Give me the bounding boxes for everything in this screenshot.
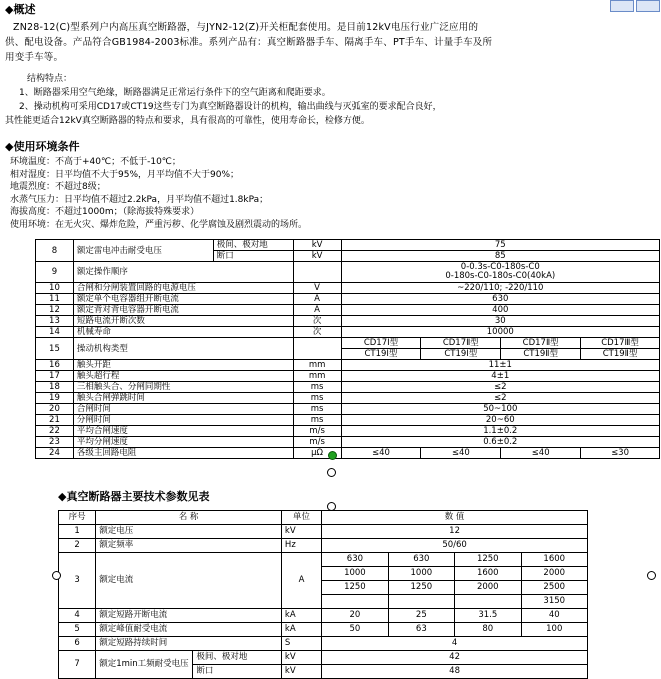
table-cell: 分闸时间 <box>73 415 293 426</box>
table-cell: 额定电压 <box>96 525 282 539</box>
table-cell: Hz <box>281 539 321 553</box>
table-cell: 75 <box>341 240 659 251</box>
table-cell: 1600 <box>455 567 521 581</box>
table-cell: ms <box>293 415 341 426</box>
table-cell: 50/60 <box>322 539 588 553</box>
table-cell: A <box>293 294 341 305</box>
table-cell: ≤2 <box>341 382 659 393</box>
main-params-table <box>58 510 588 679</box>
table-cell: 25 <box>388 609 454 623</box>
table-cell: 短路电流开断次数 <box>73 316 293 327</box>
table-cell: 1250 <box>322 581 388 595</box>
table-cell: ms <box>293 393 341 404</box>
table-cell <box>455 595 521 609</box>
table-cell: 12 <box>36 305 74 316</box>
table-row <box>36 393 660 404</box>
table-cell: 三相触头合、分闸同期性 <box>73 382 293 393</box>
table-cell: 1.1±0.2 <box>341 426 659 437</box>
table-cell: 触头开距 <box>73 360 293 371</box>
section-title-overview: ◆概述 <box>5 3 36 16</box>
table-cell: 极间、极对地 <box>193 651 282 665</box>
table-cell: 1250 <box>388 581 454 595</box>
table-cell: CT19Ⅰ型 <box>341 349 421 360</box>
table-cell <box>293 338 341 360</box>
table-cell: 18 <box>36 382 74 393</box>
table-cell: 额定操作顺序 <box>73 262 293 283</box>
table-cell: ≤40 <box>501 448 581 459</box>
table-cell: CT19Ⅱ型 <box>501 349 581 360</box>
resize-handle-bottom[interactable] <box>327 468 336 477</box>
table-cell: 触头合闸弹跳时间 <box>73 393 293 404</box>
table-cell: 断口 <box>193 665 282 679</box>
table-cell: 15 <box>36 338 74 360</box>
table-cell: 21 <box>36 415 74 426</box>
table-cell: 1000 <box>388 567 454 581</box>
table-cell: 数 值 <box>322 511 588 525</box>
table-row <box>59 609 588 623</box>
table-cell: kA <box>281 623 321 637</box>
table-cell: 17 <box>36 371 74 382</box>
table-cell: 24 <box>36 448 74 459</box>
table-cell: 22 <box>36 426 74 437</box>
table-cell: 平均合闸速度 <box>73 426 293 437</box>
table-cell: ≤40 <box>341 448 421 459</box>
table-cell: 630 <box>341 294 659 305</box>
table-row <box>36 404 660 415</box>
table-cell: 名 称 <box>96 511 282 525</box>
table-cell: kA <box>281 609 321 623</box>
table-cell: 1000 <box>322 567 388 581</box>
table-cell: 触头超行程 <box>73 371 293 382</box>
table-cell: mm <box>293 360 341 371</box>
spec-table-continued <box>35 239 660 459</box>
table-cell: 4 <box>59 609 96 623</box>
table-cell: 630 <box>322 553 388 567</box>
table-cell: 9 <box>36 262 74 283</box>
table-cell: ms <box>293 382 341 393</box>
resize-handle-top[interactable] <box>327 502 336 511</box>
table-cell: V <box>293 283 341 294</box>
table-cell: 20 <box>36 404 74 415</box>
table-cell: 16 <box>36 360 74 371</box>
table-cell: 断口 <box>213 251 293 262</box>
table-cell: 10 <box>36 283 74 294</box>
section-title-environment: ◆使用环境条件 <box>5 140 80 153</box>
table-cell: 50~100 <box>341 404 659 415</box>
table-cell: CT19Ⅱ型 <box>581 349 660 360</box>
table-cell: 0-0.3s-C0-180s-C0 0-180s-C0-180s-C0(40kA) <box>341 262 659 283</box>
table-cell <box>293 262 341 283</box>
table-cell <box>322 595 388 609</box>
table-cell: 合闸时间 <box>73 404 293 415</box>
table-cell: CD17Ⅱ型 <box>501 338 581 349</box>
table-row <box>59 637 588 651</box>
table-cell: 2000 <box>455 581 521 595</box>
table-row <box>36 437 660 448</box>
table-cell: 1600 <box>521 553 588 567</box>
table-cell: 11 <box>36 294 74 305</box>
table-cell: 13 <box>36 316 74 327</box>
table-cell: μΩ <box>293 448 341 459</box>
table-cell: 5 <box>59 623 96 637</box>
table-cell: m/s <box>293 437 341 448</box>
table-row <box>36 327 660 338</box>
table-cell: S <box>281 637 321 651</box>
table-cell: 单位 <box>281 511 321 525</box>
table-cell: 11±1 <box>341 360 659 371</box>
table-cell: ms <box>293 404 341 415</box>
table-row <box>36 382 660 393</box>
window-button-minimize[interactable] <box>610 0 634 12</box>
table-cell: CD17Ⅰ型 <box>341 338 421 349</box>
table-cell: 12 <box>322 525 588 539</box>
table-cell: 额定背对背电容器开断电流 <box>73 305 293 316</box>
table-cell: 合闸和分闸装置回路的电源电压 <box>73 283 293 294</box>
overview-text: ZN28-12(C)型系列户内高压真空断路器，与JYN2-12(Z)开关柜配套使用。是目前12kV电压行业广泛应用的 供、配电设备。产品符合GB1984-2003标准。系列产品有：真空断路器手车、隔离手车、PT手车、计量手车及所 用变手车等。 <box>5 22 493 63</box>
table-cell: 序号 <box>59 511 96 525</box>
table-cell: 100 <box>521 623 588 637</box>
table-row <box>59 623 588 637</box>
table-cell: 85 <box>341 251 659 262</box>
table-cell: kV <box>293 240 341 251</box>
table-cell: 4±1 <box>341 371 659 382</box>
table-cell: 400 <box>341 305 659 316</box>
table-row <box>59 553 588 567</box>
table-cell: 48 <box>322 665 588 679</box>
table-cell: 额定短路持续时间 <box>96 637 282 651</box>
table-cell: 极间、极对地 <box>213 240 293 251</box>
table-cell: 3 <box>59 553 96 609</box>
table-row <box>36 283 660 294</box>
table-row <box>36 240 660 251</box>
table-cell: 额定1min工频耐受电压 <box>96 651 193 679</box>
table-cell: CD17Ⅲ型 <box>581 338 660 349</box>
table-cell: 63 <box>388 623 454 637</box>
table-cell: 额定单个电容器组开断电流 <box>73 294 293 305</box>
environment-list: 环境温度：不高于+40℃；不低于-10℃； 相对湿度：日平均值不大于95%，月平均值不大于90%； 地震烈度：不超过8级； 水蒸气压力：日平均值不超过2.2kPa，月平均值不超过1.8kPa； 海拔高度：不超过1000m；（除海拔特殊要求） 使用环境：在无火灾、爆炸危险，严重污秽、化学腐蚀及剧烈震动的场所。 <box>10 157 308 230</box>
table-cell <box>388 595 454 609</box>
table-cell: ~220/110; -220/110 <box>341 283 659 294</box>
table-cell: 额定频率 <box>96 539 282 553</box>
table-cell: 40 <box>521 609 588 623</box>
table-cell: 30 <box>341 316 659 327</box>
table-cell: 6 <box>59 637 96 651</box>
table-cell: CD17Ⅱ型 <box>421 338 501 349</box>
table-cell: kV <box>281 651 321 665</box>
table-cell: 额定短路开断电流 <box>96 609 282 623</box>
table-cell: ≤40 <box>421 448 501 459</box>
table-cell: 1250 <box>455 553 521 567</box>
window-button-close[interactable] <box>636 0 660 12</box>
table-cell: 1 <box>59 525 96 539</box>
section-title-main-params: ◆真空断路器主要技术参数见表 <box>58 490 210 503</box>
table-cell: A <box>293 305 341 316</box>
table-cell: 2 <box>59 539 96 553</box>
table-cell: 42 <box>322 651 588 665</box>
table-cell: 0.6±0.2 <box>341 437 659 448</box>
table-cell: kV <box>281 665 321 679</box>
table-cell: CT19Ⅰ型 <box>421 349 501 360</box>
green-anchor-handle[interactable] <box>328 451 337 460</box>
table-cell: kV <box>281 525 321 539</box>
table-cell: 80 <box>455 623 521 637</box>
table-row <box>59 539 588 553</box>
table-row <box>36 262 660 283</box>
table-cell: 额定峰值耐受电流 <box>96 623 282 637</box>
table-cell: 额定雷电冲击耐受电压 <box>73 240 213 262</box>
table-cell: 20 <box>322 609 388 623</box>
table-row <box>36 415 660 426</box>
features-text: 结构特点： 1、断路器采用空气绝缘，断路器满足正常运行条件下的空气距离和爬距要求。 2、操动机构可采用CD17或CT19这些专门为真空断路器设计的机构，输出曲线与灭弧室的要求配合良好， 其性能更适合12kV真空断路器的特点和要求，具有很高的可靠性，使用寿命长，检修方便。 <box>5 74 442 126</box>
table-cell: 14 <box>36 327 74 338</box>
table-row <box>59 525 588 539</box>
table-row <box>36 448 660 459</box>
table-row <box>36 371 660 382</box>
table-header-row <box>59 511 588 525</box>
table-row <box>36 316 660 327</box>
table-cell: 23 <box>36 437 74 448</box>
table-cell: ≤30 <box>581 448 660 459</box>
table-cell: mm <box>293 371 341 382</box>
table-cell: 19 <box>36 393 74 404</box>
table-cell: 20~60 <box>341 415 659 426</box>
resize-handle-right[interactable] <box>647 571 656 580</box>
table-cell: 4 <box>322 637 588 651</box>
table-cell: 次 <box>293 316 341 327</box>
table-cell: A <box>281 553 321 609</box>
table-cell: 额定电流 <box>96 553 282 609</box>
table-cell: 各级主回路电阻 <box>73 448 293 459</box>
table-row <box>36 426 660 437</box>
table-cell: ≤2 <box>341 393 659 404</box>
table-cell: m/s <box>293 426 341 437</box>
table-cell: kV <box>293 251 341 262</box>
table-cell: 机械寿命 <box>73 327 293 338</box>
table-cell: 31.5 <box>455 609 521 623</box>
table-row <box>59 651 588 665</box>
table-cell: 50 <box>322 623 388 637</box>
table-cell: 8 <box>36 240 74 262</box>
table-cell: 7 <box>59 651 96 679</box>
table-cell: 2500 <box>521 581 588 595</box>
table-cell: 2000 <box>521 567 588 581</box>
table-cell: 630 <box>388 553 454 567</box>
table-row <box>36 305 660 316</box>
table-cell: 3150 <box>521 595 588 609</box>
resize-handle-left[interactable] <box>52 571 61 580</box>
table-row <box>36 338 660 349</box>
table-row <box>36 294 660 305</box>
table-cell: 次 <box>293 327 341 338</box>
table-cell: 平均分闸速度 <box>73 437 293 448</box>
table-cell: 操动机构类型 <box>73 338 293 360</box>
table-cell: 10000 <box>341 327 659 338</box>
table-row <box>36 360 660 371</box>
